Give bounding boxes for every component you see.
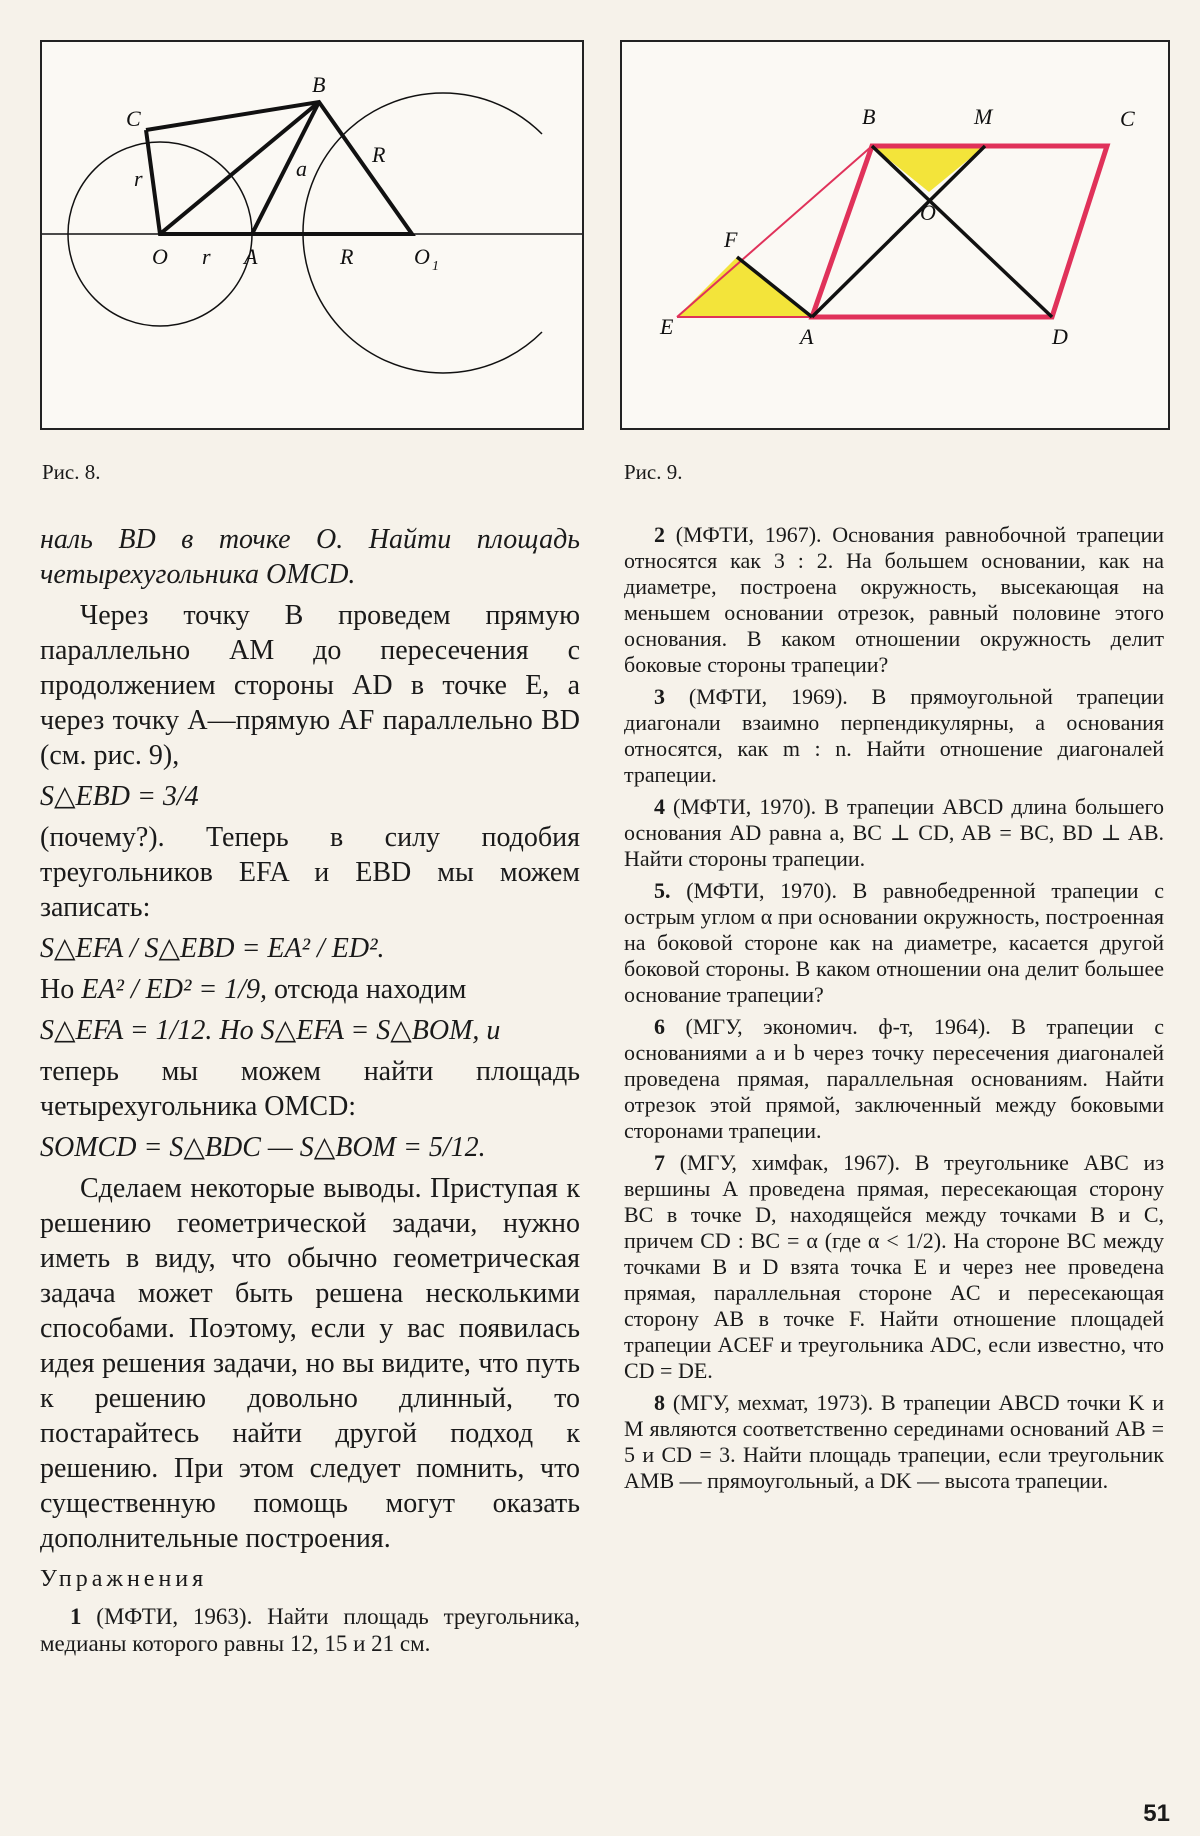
exercise-4-text: (МФТИ, 1970). В трапеции ABCD длина большего основания AD равна a, BC ⊥ CD, AB = BC, BD ⊥ AB. Найти стороны трапеции. — [624, 794, 1164, 871]
figure-9-caption: Рис. 9. — [624, 460, 683, 484]
triangle-BOM-fill — [872, 146, 985, 192]
exercise-8-number: 8 — [654, 1390, 665, 1415]
exercise-1-number: 1 — [70, 1604, 82, 1629]
exercise-7-number: 7 — [654, 1150, 665, 1175]
exercise-3 — [624, 684, 1164, 788]
formula-efa: S△EFA = 1/12. Но S△EFA = S△BOM, и — [40, 1015, 501, 1046]
figure-9-drawing — [622, 42, 1168, 428]
exercise-5 — [624, 878, 1164, 1008]
exercise-2-text: (МФТИ, 1967). Основания равнобочной трапеции относятся как 3 : 2. На большем основании, как на диаметре, построена окружность, высекающая на меньшем основании отрезок, равный половине этого основания. В каком отношении окружность делит боковые стороны трапеции? — [624, 522, 1164, 677]
label-F: F — [724, 227, 738, 252]
exercise-5-number: 5. — [654, 878, 671, 903]
text-otsyuda: отсюда находим — [274, 974, 467, 1005]
exercise-3-text: (МФТИ, 1969). В прямоугольной трапеции диагонали взаимно перпендикулярны, а основания относятся, как m : n. Найти отношение диагоналей трапеции. — [624, 684, 1164, 787]
figure-8-caption: Рис. 8. — [42, 460, 101, 484]
label-r-bottom: r — [202, 244, 211, 269]
figure-9 — [620, 40, 1170, 430]
problem-continuation: наль BD в точке O. Найти площадь четырехугольника OMCD. — [40, 524, 580, 590]
exercise-2 — [624, 522, 1164, 678]
paragraph-construction: Через точку B проведем прямую параллельно AM до пересечения с продолжением стороны AD в точке E, а через точку A—прямую AF параллельно BD (см. рис. 9), — [40, 600, 580, 771]
left-column — [40, 522, 580, 1663]
exercise-4 — [624, 794, 1164, 872]
exercise-6-text: (МГУ, экономич. ф-т, 1964). В трапеции с основаниями a и b через точку пересечения диагоналей проведена прямая, параллельная основаниям. Найти отрезок этой прямой, заключенный между боковыми сторонами трапеции. — [624, 1014, 1165, 1143]
label-A: A — [800, 324, 814, 349]
exercise-7 — [624, 1150, 1164, 1384]
formula-omcd: SOMCD = S△BDC — S△BOM = 5/12. — [40, 1132, 486, 1163]
exercise-8-text: (МГУ, мехмат, 1973). В трапеции ABCD точки K и M являются соответственно серединами оснований AB = 5 и CD = 3. Найти площадь трапеции, если треугольник AMB — прямоугольный, а DK — высота трапеции. — [624, 1390, 1164, 1493]
label-C: C — [126, 106, 141, 131]
label-E: E — [660, 314, 674, 339]
label-O: O — [920, 200, 936, 225]
label-A: A — [244, 244, 258, 269]
label-B: B — [312, 72, 326, 97]
exercise-4-number: 4 — [654, 794, 665, 819]
page-number: 51 — [1143, 1800, 1170, 1827]
label-R-side: R — [372, 142, 386, 167]
label-D: D — [1052, 324, 1068, 349]
exercise-1 — [40, 1603, 580, 1657]
formula-one-ninth: EA² / ED² = 1/9, — [81, 974, 268, 1005]
label-O: O — [152, 244, 168, 269]
formula-ebd: S△EBD = 3/4 — [40, 781, 199, 812]
segment-AB — [252, 102, 319, 234]
exercise-7-text: (МГУ, химфак, 1967). В треугольнике ABC из вершины A проведена прямая, пересекающая сторону BC в точке D, находящейся между точками B и C, причем CD : BC = α (где α < 1/2). На стороне BC между точками B и D взята точка E и через нее проведена прямая, параллельная стороне AC и пересекающая сторону AB в точке F. Найти отношение площадей трапеции ACEF и треугольника ADC, если известно, что CD = DE. — [624, 1150, 1165, 1383]
label-B: B — [862, 104, 876, 129]
label-a: a — [296, 156, 307, 181]
right-column — [624, 522, 1164, 1500]
formula-ratio-value — [40, 972, 580, 1007]
paragraph-omcd: теперь мы можем найти площадь четырехугольника OMCD: — [40, 1056, 580, 1122]
label-O1-sub: 1 — [432, 259, 439, 274]
text-no: Но — [40, 974, 75, 1005]
exercise-8 — [624, 1390, 1164, 1494]
label-M: M — [974, 104, 993, 129]
label-R-bottom: R — [340, 244, 354, 269]
formula-ratio: S△EFA / S△EBD = EA² / ED². — [40, 933, 385, 964]
triangle-EFA-fill — [677, 257, 812, 317]
exercises-heading: Упражнения — [40, 1566, 208, 1592]
label-r-left: r — [134, 166, 143, 191]
exercise-6-number: 6 — [654, 1014, 665, 1039]
exercise-1-text: (МФТИ, 1963). Найти площадь треугольника, медианы которого равны 12, 15 и 21 см. — [40, 1604, 580, 1656]
figure-8 — [40, 40, 584, 430]
exercise-3-number: 3 — [654, 684, 665, 709]
paragraph-conclusions: Сделаем некоторые выводы. Приступая к решению геометрической задачи, нужно иметь в виду, что обычно геометрическая задача может быть решена несколькими способами. Поэтому, если у вас появилась идея решения задачи, но вы видите, что путь к решению довольно длинный, то постарайтесь найти другой подход к решению. При этом следует помнить, что существенную помощь могут оказать дополнительные построения. — [40, 1173, 580, 1554]
exercise-6 — [624, 1014, 1164, 1144]
paragraph-similarity: (почему?). Теперь в силу подобия треугольников EFA и EBD мы можем записать: — [40, 822, 580, 923]
label-O1: O — [414, 244, 430, 269]
label-C: C — [1120, 106, 1135, 131]
exercise-5-text: (МФТИ, 1970). В равнобедренной трапеции с острым углом α при основании окружность, построенная на боковой стороне как на диаметре, касается другой боковой стороны. В каком отношении она делит большее основание трапеции? — [624, 878, 1164, 1007]
figure-8-drawing — [42, 42, 582, 428]
exercise-2-number: 2 — [654, 522, 665, 547]
